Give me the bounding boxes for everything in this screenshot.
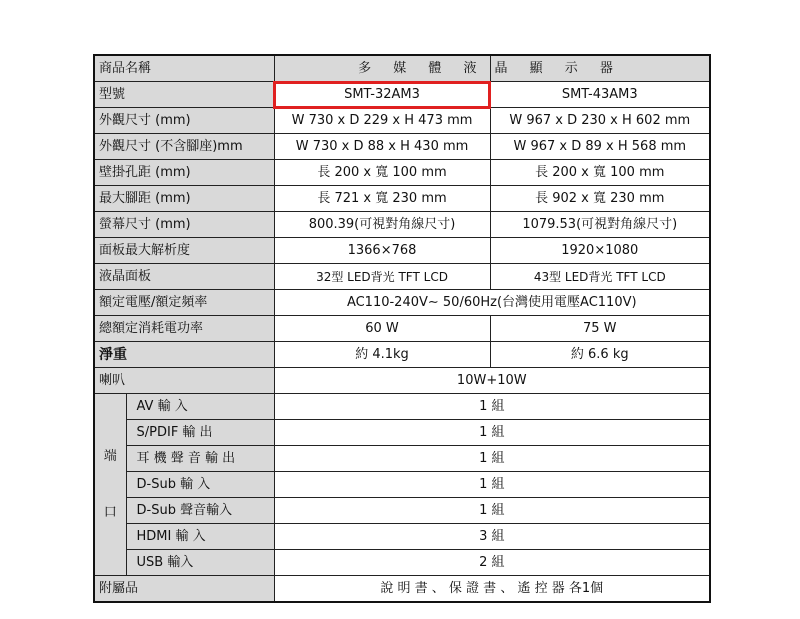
port-value: 1 組	[274, 394, 710, 420]
port-row	[94, 550, 710, 576]
table-row	[94, 238, 710, 264]
row-value-right: W 967 x D 89 x H 568 mm	[490, 134, 710, 160]
speaker-row	[94, 368, 710, 394]
power-right: 75 W	[490, 316, 710, 342]
row-value-left: 長 200 x 寬 100 mm	[274, 160, 490, 186]
row-value-left: 32型 LED背光 TFT LCD	[274, 264, 490, 290]
row-value-left: W 730 x D 229 x H 473 mm	[274, 108, 490, 134]
port-row	[94, 420, 710, 446]
model-right-cell: SMT-43AM3	[490, 82, 710, 108]
header-label: 商品名稱	[94, 55, 274, 82]
row-label: 外觀尺寸 (不含腳座)mm	[94, 134, 274, 160]
power-row	[94, 316, 710, 342]
port-value: 1 組	[274, 472, 710, 498]
speaker-value: 10W+10W	[274, 368, 710, 394]
table-row	[94, 264, 710, 290]
voltage-value: AC110-240V∼ 50/60Hz(台灣使用電壓AC110V)	[274, 290, 710, 316]
row-label: 面板最大解析度	[94, 238, 274, 264]
table-row	[94, 212, 710, 238]
row-value-left: W 730 x D 88 x H 430 mm	[274, 134, 490, 160]
port-row	[94, 472, 710, 498]
table-row	[94, 108, 710, 134]
port-label: S/PDIF 輸 出	[126, 420, 274, 446]
port-label: D-Sub 輸 入	[126, 472, 274, 498]
row-value-right: 43型 LED背光 TFT LCD	[490, 264, 710, 290]
row-label: 外觀尺寸 (mm)	[94, 108, 274, 134]
port-label: HDMI 輸 入	[126, 524, 274, 550]
row-label: 液晶面板	[94, 264, 274, 290]
voltage-label: 額定電壓/額定頻率	[94, 290, 274, 316]
row-value-right: 長 200 x 寬 100 mm	[490, 160, 710, 186]
weight-label: 淨重	[94, 342, 274, 368]
row-label: 螢幕尺寸 (mm)	[94, 212, 274, 238]
spec-table	[93, 54, 711, 603]
header-category-left: 多 媒 體 液	[274, 55, 490, 82]
port-value: 1 組	[274, 498, 710, 524]
model-left-cell: SMT-32AM3	[274, 82, 490, 108]
port-label: USB 輸入	[126, 550, 274, 576]
port-row	[94, 446, 710, 472]
power-label: 總額定消耗電功率	[94, 316, 274, 342]
weight-left: 約 4.1kg	[274, 342, 490, 368]
row-value-left: 1366×768	[274, 238, 490, 264]
accessories-value: 說 明 書 、 保 證 書 、 遙 控 器 各1個	[274, 576, 710, 603]
row-label: 壁掛孔距 (mm)	[94, 160, 274, 186]
row-value-left: 長 721 x 寬 230 mm	[274, 186, 490, 212]
table-row	[94, 82, 710, 108]
table-row	[94, 186, 710, 212]
accessories-row	[94, 576, 710, 603]
accessories-label: 附屬品	[94, 576, 274, 603]
port-value: 3 組	[274, 524, 710, 550]
ports-side-top: 端	[103, 448, 117, 464]
row-value-right: 1079.53(可視對角線尺寸)	[490, 212, 710, 238]
row-value-left: 800.39(可視對角線尺寸)	[274, 212, 490, 238]
row-value-right: 1920×1080	[490, 238, 710, 264]
row-label: 最大腳距 (mm)	[94, 186, 274, 212]
port-value: 1 組	[274, 446, 710, 472]
power-left: 60 W	[274, 316, 490, 342]
ports-side-bottom: 口	[103, 504, 117, 520]
port-label: AV 輸 入	[126, 394, 274, 420]
ports-side-label	[94, 394, 126, 576]
table-row	[94, 160, 710, 186]
port-value: 2 組	[274, 550, 710, 576]
header-row	[94, 55, 710, 82]
port-label: D-Sub 聲音輸入	[126, 498, 274, 524]
header-category-right: 晶 顯 示 器	[490, 55, 710, 82]
port-label: 耳 機 聲 音 輸 出	[126, 446, 274, 472]
row-value-right: 長 902 x 寬 230 mm	[490, 186, 710, 212]
voltage-row	[94, 290, 710, 316]
port-value: 1 組	[274, 420, 710, 446]
row-value-right: W 967 x D 230 x H 602 mm	[490, 108, 710, 134]
port-row	[94, 394, 710, 420]
port-row	[94, 524, 710, 550]
speaker-label: 喇叭	[94, 368, 274, 394]
table-row	[94, 134, 710, 160]
port-row	[94, 498, 710, 524]
weight-right: 約 6.6 kg	[490, 342, 710, 368]
weight-row	[94, 342, 710, 368]
row-label: 型號	[94, 82, 274, 108]
